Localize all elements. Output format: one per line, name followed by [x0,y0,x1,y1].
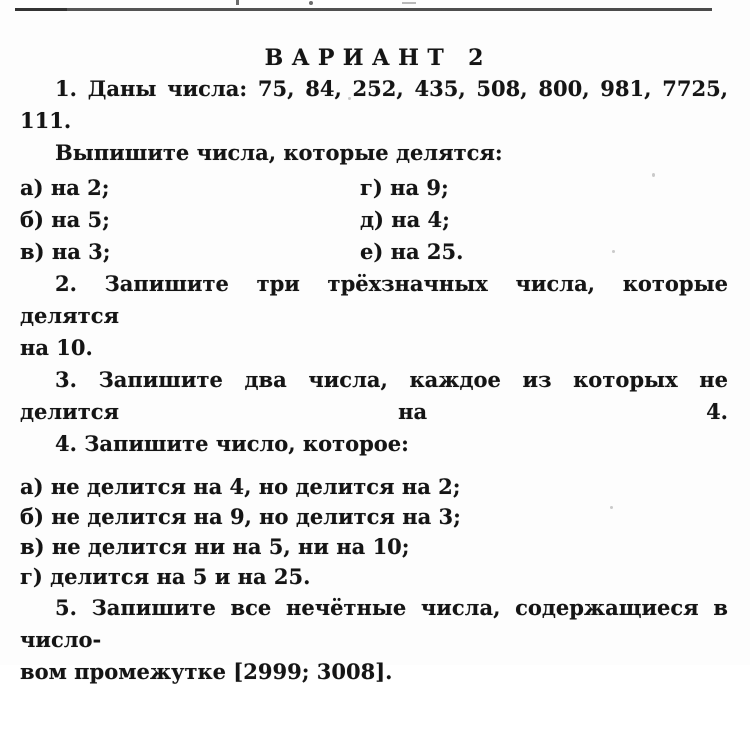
problem-1-option-a: а) на 2; [20,175,110,200]
problem-4-items [20,472,728,592]
problem-4-item-g: г) делится на 5 и на 25. [20,564,311,589]
problem-5-line-1: 5. Запишите все нечётные числа, содержащиеся в число- [20,595,728,652]
problem-2-line-2: на 10. [20,335,93,360]
top-divider-rule [15,8,712,11]
problem-2-line-1: 2. Запишите три трёхзначных числа, которые делятся [20,271,728,328]
problem-4-item-a: а) не делится на 4, но делится на 2; [20,474,461,499]
problem-5-line-2: вом промежутке [2999; 3008]. [20,659,393,684]
cut-off-letter-fragment [309,1,313,5]
problem-4-item-v: в) не делится ни на 5, ни на 10; [20,534,410,559]
cut-off-letter-fragment [236,0,239,5]
problem-4-intro: 4. Запишите число, которое: [55,431,409,456]
cut-off-letter-fragment [402,2,416,4]
problem-1-option-d: д) на 4; [360,207,450,232]
page-title: ВАРИАНТ 2 [264,45,492,71]
scan-speck [612,250,615,253]
problem-1-line-1: 1. Даны числа: 75, 84, 252, 435, 508, 800, 981, 7725, 111. [20,76,728,133]
problem-3-text: 3. Запишите два числа, каждое из которых не делится на 4. [20,367,728,424]
scan-speck [348,97,351,100]
problem-1-option-b: б) на 5; [20,207,110,232]
scan-speck [610,506,613,509]
problem-1-line-2: Выпишите числа, которые делятся: [55,140,503,165]
scan-speck [652,173,655,177]
problem-1-option-v: в) на 3; [20,239,111,264]
problem-1-option-e: е) на 25. [360,239,464,264]
problem-4-item-b: б) не делится на 9, но делится на 3; [20,504,461,529]
problem-1-option-g: г) на 9; [360,175,449,200]
problem-1-options [20,172,728,268]
